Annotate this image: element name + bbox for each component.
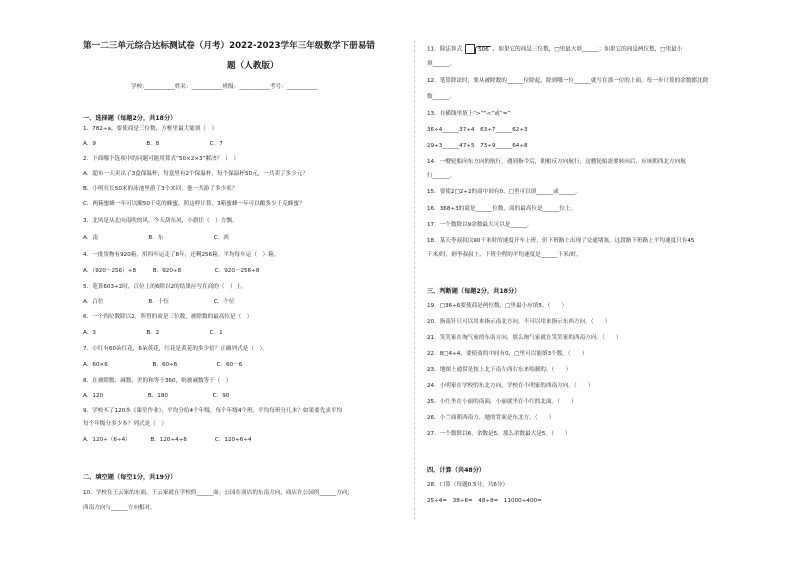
division-bracket: 506 [475, 46, 491, 54]
question-28: 28．口算（每题0.5分，共6分） [427, 482, 509, 488]
question-22: 22．8□4÷4，要使商的中间有0，□里可以能填3个数。（ ） [427, 351, 588, 357]
question-13-row2: 29÷3______47÷5 73÷9______64÷8 [427, 143, 528, 149]
paper-title-line2: 题（人教版） [227, 61, 279, 71]
question-4-options: A．（920－256）÷8 B．920÷8 C．920－256÷8 [83, 268, 260, 274]
question-11-cont: 填______。 [427, 61, 455, 67]
question-16: 16．368÷3的商是______位数，商的最高位是______位上。 [427, 206, 577, 212]
question-9-cont: 每个年级分多少本？列式是（ ） [83, 421, 167, 427]
question-9: 9．学校买了120本《课堂作业》，平均分给4个年级，每个年级4个班，平均每班分几本？如果要先求平均 [83, 408, 343, 414]
question-10-cont: 西南方向与______方向相对。 [83, 505, 156, 511]
question-25: 25．小红坐在小丽的南面，小丽就坐在小红的北面。（ ） [427, 399, 577, 405]
question-2: 2．下面哪个选项中的问题可能用算式“50×2×3”解决？（ ） [83, 156, 240, 162]
question-11 [427, 44, 682, 54]
question-5: 5．笔算603÷2时，百位上的6除以2的结果应写在商的（ ）上。 [83, 284, 247, 290]
question-15: 15．要使2□2÷2的商中间有0，□里可以填______或______。 [427, 189, 582, 195]
question-2-option-c: C．两箱蜜蜂一年可以酿50千克的蜂蜜，照这样计算，3箱蜜蜂一年可以酿多少千克蜂蜜？ [83, 201, 305, 207]
column-divider [414, 40, 415, 520]
question-3: 3．北风是从北向南吹的风。今天刮东风，小旗往（ ）方飘。 [83, 218, 238, 224]
section-1-heading: 一、选择题（每题2分，共18分） [83, 115, 177, 122]
question-7: 7．小红有60朵红花，6朵黄花，红花是黄花的多少倍？正确列式是（ ）。 [83, 346, 268, 352]
question-9-options: A．120÷（6÷4） B．120÷4÷6 C．120÷6÷4 [83, 437, 252, 443]
question-12: 12．笔算除法时，要从被除数的______位除起，除到哪一位______就写在那一位的上面，每一步计算的余数都比除 [427, 78, 709, 84]
question-1-options: A．9 B．8 C．7 [83, 141, 223, 147]
question-14: 14．一艘轮船向东方向的航行，遇到指令后，朝相反方向航行，这艘轮船需要转向后，应该朝西北方向航 [427, 159, 686, 165]
question-14-cont: 行______。 [427, 173, 455, 179]
question-8-options: A．120 B．180 C．90 [83, 393, 230, 399]
mental-math-row: 25÷4= 38÷6= 48÷8= 11000÷400= [427, 498, 542, 504]
question-11-prefix: 11．除法算式 [427, 46, 463, 53]
question-5-options: A．百位 B．十位 C．个位 [83, 299, 235, 305]
section-2-heading: 二、填空题（每空1分，共19分） [83, 474, 177, 481]
question-19: 19．□36÷6要使商是两位数，□里最小应填5。（ ） [427, 303, 568, 309]
question-26: 26．小兰面朝西南方，她的背面是东北方。（ ） [427, 415, 555, 421]
blank-box [465, 44, 475, 54]
question-27: 27．一个数除以6，余数是5，那么余数最大是5。（ ） [427, 431, 571, 437]
question-18-cont: 千米/时，则李叔叔上、下班全程的平均速度是______千米/时。 [427, 252, 582, 258]
question-2-option-b: B．小明在长50米的泳池里游了3个来回，他一共游了多少米？ [83, 186, 238, 192]
question-24: 24．小明家在学校的东北方向，学校在小明家的西南方向。（ ） [427, 383, 594, 389]
question-20: 20．指南针只可以用来指示南北方向，不可以用来指示东西方向。（ ） [427, 319, 611, 325]
question-11-suffix: ，如果它的商是三位数，□里最大填______；如果它的商是两位数，□里最小 [492, 46, 683, 53]
paper-title-line1: 第一二三单元综合达标测试卷（月考）2022-2023学年三年级数学下册易错 [83, 41, 376, 51]
question-2-option-a: A．超市一天卖出了3盒保温杯，每盒里有2个保温杯，每个保温杯50元，一共卖了多少元？ [83, 171, 309, 177]
question-12-cont: 数______。 [427, 94, 455, 100]
question-1: 1．782÷a，要使商是三位数，方框里最大能填（ ） [83, 126, 218, 132]
section-3-heading: 三、判断题（每题2分，共18分） [427, 288, 521, 295]
question-6: 6．一个四位数除以2，所得的商是三位数，被除数的最高位是（ ） [83, 314, 253, 320]
question-13-row1: 36÷4______37÷4 63÷7______62÷3 [427, 127, 528, 133]
question-6-options: A．3 B．2 C．1 [83, 330, 223, 336]
section-4-heading: 四、计算（共48分） [427, 467, 486, 474]
question-17: 17．一个数除以9余数最大可以是______。 [427, 222, 533, 228]
question-3-options: A．南 B．东 C．西 [83, 235, 229, 241]
student-info-line: 学校:___________姓名：___________班级：___________考号：___________ [131, 84, 318, 90]
question-18: 18．某天李叔叔以90千米时的速度开车上班，但下班路上出现了交通堵塞，这段路下班路上平均速度只有45 [427, 238, 695, 244]
question-7-options: A．60×6 B．60÷6 C．60－6 [83, 362, 243, 368]
question-4: 4．一批货物有920箱，用四车运走了8年，还剩256箱。平均每车运（ ）箱。 [83, 252, 280, 258]
question-13: 13．在横线里填上“>”“<”或“=” [427, 111, 511, 117]
question-21: 21．笑笑家在淘气家的东南方向，那么淘气家就在笑笑家的西南方向。（ ） [427, 335, 622, 341]
question-23: 23．地图上通常是按上北下南左西右东来绘制的。（ ） [427, 367, 572, 373]
question-8: 8．在被除数、减数、差的和等于360，则被减数等于（ ） [83, 378, 232, 384]
question-10: 10．学校在王云家的东面，王云家就在学校的______面；公园在商店的东南方向，商店在公园的______方向； [83, 490, 354, 496]
